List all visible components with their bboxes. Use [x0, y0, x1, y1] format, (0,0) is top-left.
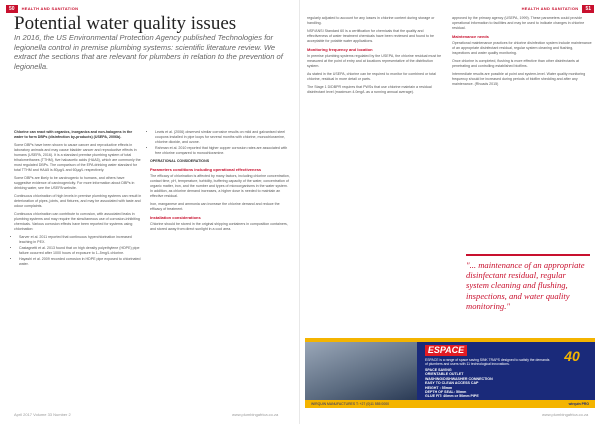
ad-feature-item: GLUE FIT: 40mm or 50mm PIPE — [425, 394, 479, 399]
right-page-header — [518, 4, 594, 13]
ad-copy: ESPACE is a range of space saving SINK TRAPS designed to satisfy the demands of plumbers and users with 11 technological innovations. — [425, 358, 550, 367]
left-section-label: HEALTH AND SANITATION — [21, 6, 79, 11]
advertisement-espace[interactable] — [305, 338, 595, 408]
subheading: Installation considerations — [150, 215, 201, 220]
left-page-number: 50 — [6, 5, 18, 13]
article-title: Potential water quality issues — [14, 13, 237, 34]
pull-quote-rule — [466, 254, 590, 256]
article-column-2 — [150, 130, 290, 235]
ad-product-photo — [305, 342, 417, 400]
footer-url-right[interactable]: www.plumbingafrica.co.za — [542, 412, 589, 417]
paragraph: Continuous chlorination of high levels in premise plumbing systems can result in deterioration of pipes, joints, and fixtures, and may be associated with taste and odour complaints. — [14, 194, 142, 208]
subheading: Monitoring frequency and location — [307, 47, 373, 52]
ad-feature-item: EASY TO CLEAN ACCESS CAP — [425, 381, 479, 386]
bullet-item: • Sarver et al. 2011 reported that continuous hyperchlorination increased leaching in PEX. — [19, 235, 142, 245]
paragraph: Operational maintenance practices for chlorine disinfection system include maintenance of an appropriate disinfectant residual, regular system cleaning and flushing, inspections and water quality monitoring. — [452, 41, 592, 55]
paragraph: In premise plumbing systems regulated by the USEPA, the chlorine residual must be measured at the point of entry and at locations representative of the distribution system. — [307, 54, 442, 68]
ad-brand-logo: wirquin PRO — [568, 402, 589, 406]
paragraph: Intermediate results are possible at point and system-level. Water quality monitoring frequency should be increased during periods of biofilm shedding and after any maintenance. (Rhoads 2015) — [452, 72, 586, 86]
lead-heading: Chlorine can react with organics, inorganics and non-halogens in the water to form DBPs (disinfection by-products) (USEPA, 2006b). — [14, 130, 133, 139]
paragraph: regularly adjusted to account for any losses in chlorine content during storage or handling. — [307, 16, 435, 25]
article-column-3 — [307, 16, 445, 98]
subheading: Maintenance needs — [452, 34, 489, 39]
paragraph: approved by the primary agency (USEPA, 1999). These parameters could provide operational information to facilities and may be used to indicate changes in chlorine residual. — [452, 16, 585, 30]
ad-bottom-bar — [305, 400, 595, 408]
bullet-list — [150, 130, 290, 156]
right-page-number: 51 — [582, 5, 594, 13]
footer-issue: April 2017 Volume 33 Number 2 — [14, 412, 71, 417]
bullet-list — [14, 235, 142, 267]
ad-contact: WIRQUIN MANUFACTURES T: +27 (0)11 555 0000 — [311, 402, 389, 406]
paragraph: Iron, manganese and ammonia can increase the chlorine demand and reduce the efficacy of treatment. — [150, 202, 280, 211]
bullet-item: • Hayashi et al. 2009 recorded corrosion in HDPE pipe exposed to chlorinated water. — [19, 257, 142, 267]
ad-feature-item: WASHING/DISHWASHER CONNECTION — [425, 376, 493, 381]
paragraph: Some DBPs are likely to be carcinogenic to humans, and others have suggestive evidence of carcinogenicity. For more information about DBPs in drinking water, see the USEPA website. — [14, 176, 135, 190]
ad-feature-item: HEIGHT : 55mm — [425, 385, 453, 390]
paragraph: Some DBPs have been shown to cause cancer and reproductive effects in laboratory animals and may cause bladder cancer and reproductive effects in humans (USEPA, 2016). It is a standard premise plumbing system of total trihalomethanes (TTHM), five haloacetic acids (HAA5), which are commonly the most regulated DBPs. The comparison of the EPA drinking water standard for total TTHM and HAA5 is 80µg/L and 60µg/L respectively. — [14, 143, 141, 172]
subheading: Parameters conditions including operational effectiveness — [150, 167, 262, 172]
ad-espace-logo: ESPACE — [425, 345, 467, 356]
pull-quote — [466, 254, 590, 312]
footer-url-left[interactable]: www.plumbingafrica.co.za — [232, 412, 279, 417]
section-heading: OPERATIONAL CONSIDERATIONS — [150, 159, 210, 163]
ad-40-years-badge: 40 — [564, 348, 580, 364]
article-column-1 — [14, 130, 142, 270]
ad-feature-item: ORIENTABLE OUTLET — [425, 372, 464, 377]
paragraph: The Stage 1 D/DBPR requires that PWSs that use chlorine maintain a residual disinfectant level (maximum 4.0mg/L as a running annual average). — [307, 85, 432, 94]
ad-feature-item: SPACE SAVING — [425, 368, 452, 372]
paragraph: The efficacy of chlorination is affected by many factors, including chlorine concentration, contact time, pH, temperature, turbidity, buffering capacity of the water, concentration of organic matter, iron, and the number and types of microorganisms in the water system. In addition, as chlorine demand increases, a higher dose is needed to maintain an effective residual. — [150, 174, 290, 198]
pull-quote-text: "... maintenance of an appropriate disinfectant residual, regular system cleaning and flushing, inspections, and water quality monitoring." — [466, 259, 585, 312]
paragraph: As stated in the USEPA, chlorine can be required to monitor for combined or total chlorine, residual in more detail or parts. — [307, 72, 436, 81]
paragraph: NSF/ANSI Standard 60 is a certification for chemicals that the quality and effectiveness of water treatment chemicals have been reviewed and found to be acceptable for potable water applications. — [307, 29, 434, 43]
left-page-header — [6, 4, 82, 13]
bullet-item: • Castagnetti et al. 2013 found that on high density polyethylene (HDPE) pipe failure occurred after 1000 hours of exposure to 1–5mg/L chlorine. — [19, 246, 142, 256]
ad-feature-list — [425, 368, 585, 399]
right-section-label: HEALTH AND SANITATION — [521, 6, 579, 11]
paragraph: Continuous chlorination can contribute to corrosion, with associated leaks in plumbing systems and may require the simultaneous use of corrosion-inhibiting chemicals. Various corrosion effects have been reported for systems using chlorination: — [14, 212, 140, 231]
article-column-4 — [452, 16, 592, 90]
paragraph: Chlorine should be stored in the original shipping containers in composition containers, and stored away from direct sunlight in a cool area. — [150, 222, 288, 231]
bullet-item: • Lewis et al. (2006) observed similar corrosive results on mild and galvanised steel coupons installed in pipe loops for several months with chlorine, monochloramine, chlorine dioxide, and ozone. — [155, 130, 290, 145]
ad-feature-item: DEPTH OF SEAL: 50mm — [425, 390, 467, 395]
paragraph: Once chlorine is completed, flushing is more effective than other disinfectants at penetrating and controlling established biofilms. — [452, 59, 579, 68]
article-intro: In 2016, the US Environmental Protection Agency published Technologies for legionella control in premise plumbing systems: scientific literature review. We extract the sections that are relevant for plumbers in relation to the prevention of legionella. — [14, 33, 283, 71]
bullet-item: • Rahman et al. 2010 reported that higher copper corrosion rates are associated with free chlorine compared to monochloramine. — [155, 146, 290, 156]
